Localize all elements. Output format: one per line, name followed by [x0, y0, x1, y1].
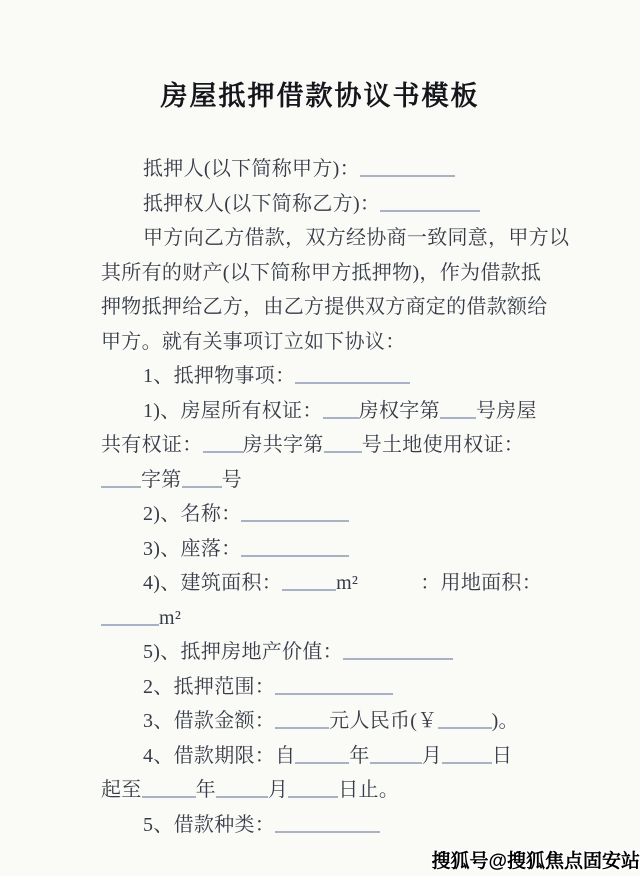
document-line	[101, 428, 624, 463]
blank-underline	[182, 486, 222, 488]
line-text: 1、抵押物事项：	[143, 365, 296, 387]
blank-underline	[295, 762, 349, 764]
line-text: ：用地面积：	[420, 572, 543, 594]
line-text: 房共字第	[242, 434, 324, 456]
document-line	[101, 394, 624, 429]
blank-underline	[101, 486, 141, 488]
line-text: 抵押权人(以下简称乙方)：	[143, 192, 381, 215]
blank-underline	[295, 382, 410, 384]
document-line	[101, 221, 624, 256]
blank-underline	[275, 831, 380, 833]
line-text: 元人民币(￥	[329, 710, 438, 732]
line-text: 4)、建筑面积：	[143, 572, 283, 594]
blank-underline	[440, 417, 476, 419]
blank-underline	[101, 624, 159, 626]
line-text: 甲方。就有关事项订立如下协议：	[101, 330, 406, 353]
document-line	[101, 256, 624, 291]
line-text: 号土地使用权证：	[361, 434, 525, 456]
document-line	[101, 808, 624, 843]
watermark: 搜狐号@搜狐焦点固安站	[431, 851, 640, 872]
line-text: 年	[349, 744, 370, 767]
document-line	[101, 635, 624, 670]
blank-underline	[275, 727, 329, 729]
blank-underline	[203, 451, 243, 453]
blank-underline	[323, 417, 359, 419]
line-text: 月	[267, 779, 289, 801]
blank-underline	[241, 520, 349, 522]
blank-underline	[216, 796, 268, 798]
line-text: 5)、抵押房地产价值：	[143, 641, 343, 663]
line-text: m²	[159, 606, 182, 629]
document-title: 房屋抵押借款协议书模板	[160, 81, 480, 111]
line-text: 房权字第	[358, 399, 440, 422]
line-text: 年	[195, 779, 216, 801]
document-line	[101, 566, 624, 601]
document-line	[101, 463, 624, 498]
line-text: 日止。	[338, 779, 400, 801]
line-text: 号房屋	[475, 399, 537, 422]
blank-underline	[370, 762, 422, 764]
line-text: 日	[492, 744, 513, 767]
line-text: 起至	[101, 779, 142, 801]
document-line	[101, 325, 624, 360]
document-body	[101, 152, 624, 842]
blank-underline	[142, 796, 196, 798]
document-line	[101, 739, 624, 774]
line-text: 共有权证：	[101, 434, 203, 456]
line-text: 3)、座落：	[143, 537, 242, 560]
document-line	[101, 152, 624, 187]
document-line	[101, 704, 624, 739]
blank-underline	[324, 451, 362, 453]
line-text: )。	[491, 710, 519, 732]
line-text: 其所有的财产(以下简称甲方抵押物)，作为借款抵	[101, 261, 542, 284]
line-text: 号	[221, 468, 242, 491]
line-text: 3、借款金额：	[143, 710, 276, 732]
line-text: 字第	[141, 468, 182, 491]
line-text: 4、借款期限：自	[143, 744, 296, 767]
document-line	[101, 773, 624, 808]
blank-underline	[288, 796, 338, 798]
document-line	[101, 187, 624, 222]
blank-underline	[343, 658, 453, 660]
blank-underline	[438, 727, 492, 729]
line-text: 甲方向乙方借款，双方经协商一致同意，甲方以	[143, 227, 570, 249]
line-text: 抵押人(以下简称甲方)：	[143, 158, 360, 180]
blank-underline	[275, 693, 393, 695]
line-text: 月	[421, 744, 443, 767]
document-line	[101, 532, 624, 567]
blank-underline	[442, 762, 492, 764]
line-text: 押物抵押给乙方，由乙方提供双方商定的借款额给	[101, 296, 548, 318]
line-text: 1)、房屋所有权证：	[143, 399, 323, 422]
blank-underline	[282, 589, 336, 591]
document-line	[101, 290, 624, 325]
blank-underline	[360, 175, 455, 177]
line-text: 5、借款种类：	[143, 813, 276, 836]
document-line	[101, 359, 624, 394]
line-text: 2)、名称：	[143, 503, 242, 525]
line-text: m²	[336, 572, 359, 594]
blank-underline	[241, 555, 349, 557]
document-line	[101, 601, 624, 636]
document-line	[101, 497, 624, 532]
line-text: 2、抵押范围：	[143, 675, 276, 698]
document-line	[101, 670, 624, 705]
blank-underline	[380, 210, 480, 212]
